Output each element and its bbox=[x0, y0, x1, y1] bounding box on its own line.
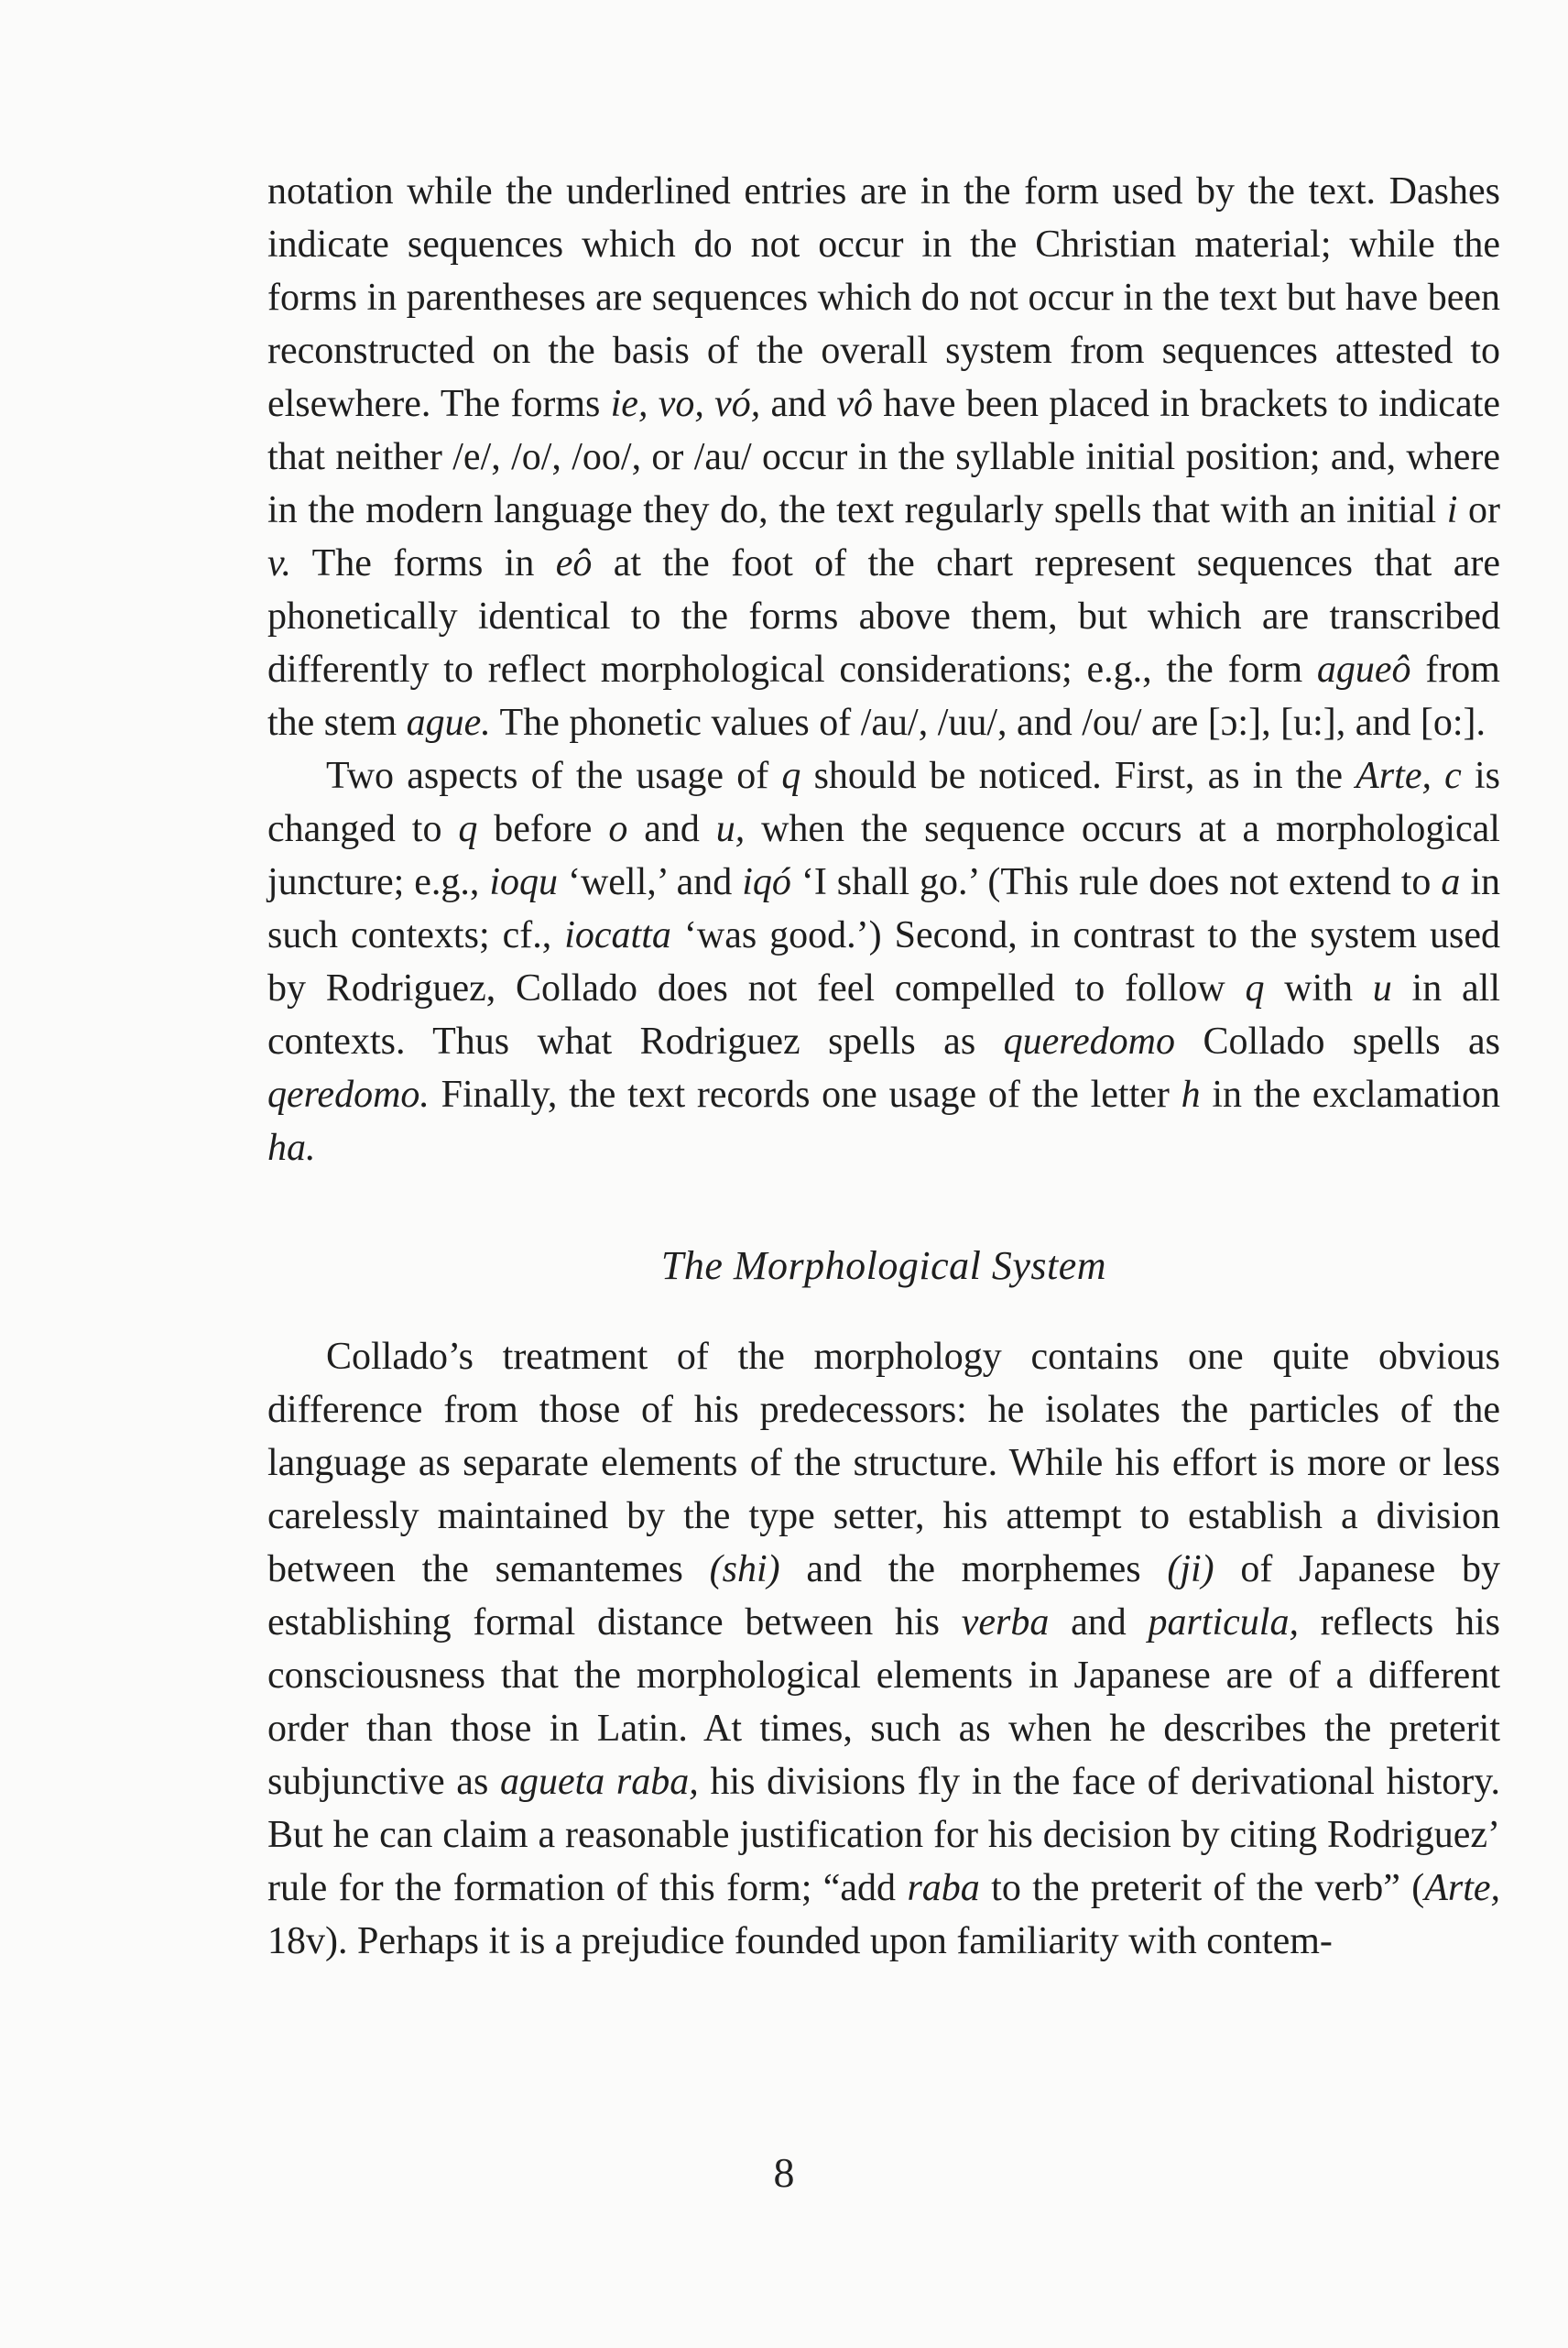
text-run: ‘I shall go.’ (This rule does not extend to bbox=[790, 861, 1442, 903]
italic-run: q bbox=[781, 755, 801, 797]
text-run: his divisions fly in the face of derivational history. But he can claim a reasonable justification for his decision by citing Rodriguez’ rule for the formation of this form; “add bbox=[267, 1761, 1501, 1909]
text-run: in such contexts; cf., bbox=[267, 861, 1500, 956]
italic-run: vô bbox=[836, 383, 873, 425]
text-run: Two aspects of the usage of bbox=[326, 755, 782, 797]
italic-run: a bbox=[1441, 861, 1461, 903]
text-run: ‘was good.’) Second, in contrast to the system used by Rodriguez, Collado does not feel compelled to follow bbox=[267, 914, 1500, 1010]
text-run: in all contexts. Thus what Rodriguez spells as bbox=[267, 967, 1500, 1063]
italic-run: Arte, c bbox=[1356, 755, 1462, 797]
section-heading: The Morphological System bbox=[660, 1243, 1107, 1288]
text-run: The forms in bbox=[291, 542, 556, 584]
body-text bbox=[267, 165, 1500, 1968]
paragraph-3 bbox=[267, 1330, 1500, 1968]
italic-run: u bbox=[1372, 967, 1392, 1010]
italic-run: u, bbox=[715, 808, 746, 850]
text-run: reflects his consciousness that the morphological elements in Japanese are of a different order than those in Latin. At times, such as when he describes the preterit subjunctive as bbox=[267, 1601, 1500, 1803]
italic-run: ie, vo, vó, bbox=[610, 383, 761, 425]
text-run: 18v). Perhaps it is a prejudice founded upon familiarity with contem- bbox=[267, 1920, 1333, 1962]
text-run: and bbox=[627, 808, 716, 850]
italic-run: agueô bbox=[1316, 649, 1411, 691]
italic-run: q bbox=[458, 808, 478, 850]
italic-run: ague. bbox=[406, 702, 491, 744]
paragraph-1 bbox=[267, 165, 1500, 749]
italic-run: verba bbox=[961, 1601, 1050, 1644]
italic-run: v. bbox=[267, 542, 292, 584]
text-run: Finally, the text records one usage of the letter bbox=[429, 1074, 1181, 1116]
italic-run: eô bbox=[555, 542, 593, 584]
text-run: and bbox=[1049, 1601, 1149, 1644]
text-run: at the foot of the chart represent sequences that are phonetically identical to the forms above them, but which are transcribed differently to reflect morphological considerations; e.g., the form bbox=[267, 542, 1500, 691]
italic-run: agueta raba, bbox=[499, 1761, 699, 1803]
italic-run: o bbox=[608, 808, 628, 850]
paragraph-2 bbox=[267, 749, 1500, 1174]
italic-run: i bbox=[1446, 489, 1458, 531]
text-run: or bbox=[1457, 489, 1500, 531]
text-run: and bbox=[760, 383, 837, 425]
italic-run: h bbox=[1181, 1074, 1201, 1116]
text-run: to the preterit of the verb” ( bbox=[979, 1867, 1425, 1909]
text-run: with bbox=[1264, 967, 1373, 1010]
italic-run: ioqu bbox=[489, 861, 559, 903]
italic-run: (ji) bbox=[1167, 1548, 1214, 1590]
italic-run: particula, bbox=[1148, 1601, 1299, 1644]
italic-run: raba bbox=[907, 1867, 980, 1909]
italic-run: ha. bbox=[267, 1127, 316, 1169]
text-run: and the morphemes bbox=[779, 1548, 1168, 1590]
page-number: 8 bbox=[773, 2149, 795, 2196]
italic-run: iocatta bbox=[564, 914, 671, 956]
text-run: have been placed in brackets to indicate that neither /e/, /o/, /oo/, or /au/ occur in the syllable initial position; and, where in the modern language they do, the text regularly spells that with an initial bbox=[267, 383, 1501, 531]
text-run: ‘well,’ and bbox=[558, 861, 743, 903]
italic-run: iqó bbox=[742, 861, 791, 903]
text-run: Collado’s treatment of the morphology contains one quite obvious difference from those of his predecessors: he isolates the particles of the language as separate elements of the structure. While his effort is more or less carelessly maintained by the type setter, his attempt to establish a division between the semantemes bbox=[267, 1336, 1500, 1590]
text-run: in the exclamation bbox=[1200, 1074, 1500, 1116]
italic-run: qeredomo. bbox=[267, 1074, 430, 1116]
text-run: of Japanese by establishing formal distance between his bbox=[267, 1548, 1500, 1644]
text-run: The phonetic values of /au/, /uu/, and /ou/ are [ɔ:], [u:], and [o:]. bbox=[490, 702, 1486, 744]
italic-run: q bbox=[1245, 967, 1265, 1010]
italic-run: queredomo bbox=[1003, 1021, 1176, 1063]
text-run: Collado spells as bbox=[1175, 1021, 1500, 1063]
text-run: before bbox=[477, 808, 609, 850]
text-run: from the stem bbox=[267, 649, 1500, 744]
text-run: is changed to bbox=[267, 755, 1500, 850]
italic-run: (shi) bbox=[709, 1548, 780, 1590]
text-run: notation while the underlined entries are in the form used by the text. Dashes indicate sequences which do not occur in the Christian material; while the forms in parentheses are sequences which do not occur in the text but have been reconstructed on the basis of the overall system from sequences attested to elsewhere. The forms bbox=[267, 170, 1500, 425]
italic-run: Arte, bbox=[1424, 1867, 1501, 1909]
text-run: should be noticed. First, as in the bbox=[800, 755, 1356, 797]
text-run: when the sequence occurs at a morphological juncture; e.g., bbox=[267, 808, 1500, 903]
